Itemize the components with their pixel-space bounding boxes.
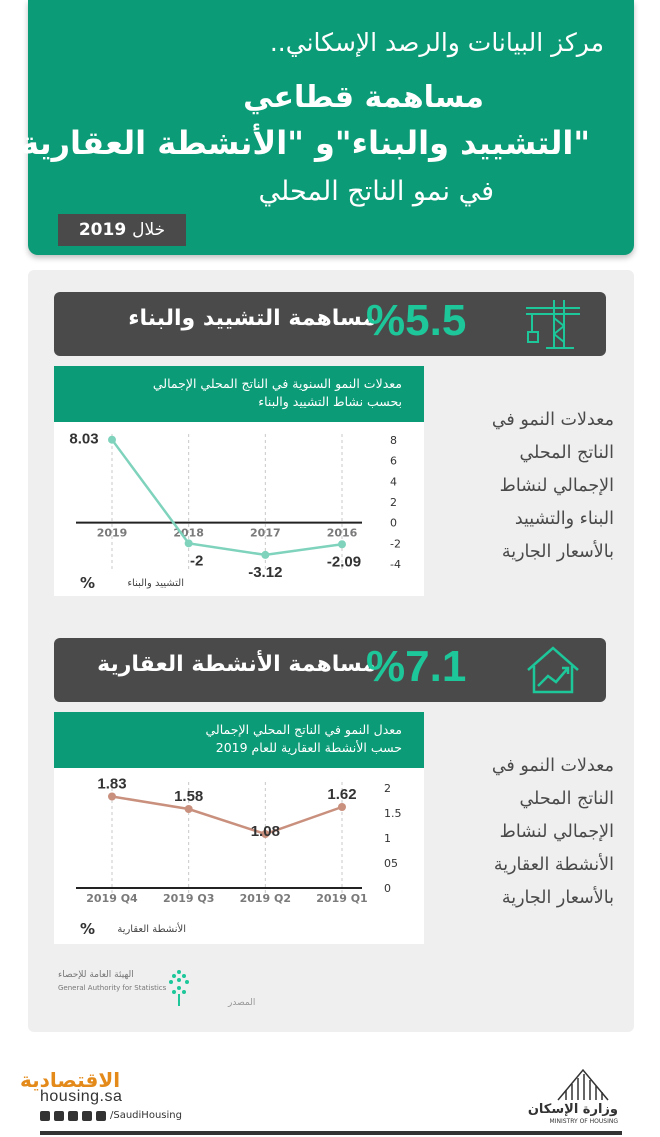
brand-logo: الاقتصادية: [20, 1068, 121, 1092]
construction-chart-card: [54, 366, 424, 596]
house-chart-icon: [524, 644, 582, 696]
x-axis-title: التشييد والبناء: [127, 578, 184, 589]
facebook-icon[interactable]: [68, 1111, 78, 1121]
data-label: 1.58: [174, 788, 204, 805]
construction-banner: [54, 292, 606, 356]
bottom-bar: [40, 1131, 622, 1135]
construction-banner-pct: %5.5: [366, 296, 467, 345]
data-point: [261, 551, 269, 559]
real-estate-desc-line: بالأسعار الجارية: [501, 888, 614, 908]
source-label: المصدر: [228, 998, 256, 1008]
data-label: 1.62: [327, 786, 357, 803]
y-tick-label: -2: [390, 537, 401, 551]
source-org-en: General Authority for Statistics: [58, 984, 167, 992]
real-estate-banner-title: مساهمة الأنشطة العقارية: [97, 652, 376, 677]
y-tick-label: 2: [384, 782, 391, 795]
data-label: 8.03: [69, 430, 99, 448]
data-label: -2: [189, 552, 204, 570]
y-tick-label: 05: [384, 857, 398, 870]
y-tick-label: 2: [390, 496, 397, 509]
x-tick-label: 2019: [96, 526, 128, 540]
construction-desc-line: البناء والتشييد: [514, 509, 614, 529]
y-tick-label: 4: [390, 475, 397, 489]
construction-desc-line: الناتج المحلي: [519, 443, 614, 463]
real-estate-chart-card: [54, 712, 424, 944]
real-estate-growth-chart: [54, 768, 424, 944]
x-tick-label: 2019 Q4: [86, 892, 138, 905]
construction-description: [444, 404, 614, 569]
youtube-icon[interactable]: [82, 1111, 92, 1121]
y-tick-label: 8: [390, 434, 397, 447]
data-label: 1.08: [250, 823, 280, 840]
data-point: [338, 540, 346, 548]
real-estate-chart-title-1: معدل النمو في الناتج المحلي الإجمالي: [205, 722, 402, 737]
real-estate-desc-line: الإجمالي لنشاط: [499, 822, 614, 842]
construction-desc-line: بالأسعار الجارية: [501, 542, 614, 562]
construction-growth-chart: [54, 422, 424, 596]
website-link[interactable]: housing.sa: [40, 1088, 123, 1105]
construction-chart-title-2: بحسب نشاط التشييد والبناء: [258, 394, 402, 409]
y-tick-label: 1: [384, 832, 391, 845]
header-line-1: مركز البيانات والرصد الإسكاني..: [269, 28, 604, 57]
data-label: -3.12: [248, 563, 283, 581]
data-point: [108, 436, 116, 444]
gastat-logo-icon: [166, 968, 192, 1008]
real-estate-desc-line: معدلات النمو في: [491, 756, 614, 776]
header-line-3: "التشييد والبناء"و "الأنشطة العقارية": [3, 124, 590, 162]
social-links: [40, 1110, 182, 1121]
instagram-icon[interactable]: [96, 1111, 106, 1121]
crane-icon: [524, 298, 582, 350]
series-line: [112, 797, 342, 835]
construction-chart-title-1: معدلات النمو السنوية في الناتج المحلي الإجمالي: [152, 376, 402, 391]
snapchat-icon[interactable]: [40, 1111, 50, 1121]
header-line-4: في نمو الناتج المحلي: [258, 176, 494, 207]
data-label: 1.83: [97, 775, 127, 793]
unit-label: %: [80, 574, 96, 592]
header-banner: [3, 0, 634, 255]
data-label: -2.09: [326, 553, 362, 571]
twitter-icon[interactable]: [54, 1111, 64, 1121]
y-tick-label: 0: [384, 882, 391, 895]
real-estate-desc-line: الأنشطة العقارية: [493, 855, 614, 875]
y-tick-label: 0: [390, 516, 397, 530]
y-tick-label: 1.5: [384, 807, 402, 820]
construction-chart-header: [54, 366, 424, 422]
data-point: [185, 805, 193, 813]
construction-desc-line: معدلات النمو في: [491, 410, 614, 430]
real-estate-banner: [54, 638, 606, 702]
source-block: [58, 968, 308, 1018]
construction-desc-line: الإجمالي لنشاط: [499, 476, 614, 496]
unit-label: %: [80, 920, 96, 938]
y-tick-label: -4: [390, 558, 401, 571]
x-tick-label: 2019 Q3: [162, 892, 215, 905]
x-tick-label: 2019 Q2: [239, 892, 292, 905]
construction-banner-title: مساهمة التشييد والبناء: [128, 306, 376, 331]
year-badge: [58, 214, 186, 246]
x-tick-label: 2018: [173, 526, 204, 540]
data-point: [108, 793, 116, 801]
social-handle[interactable]: /SaudiHousing: [110, 1110, 182, 1121]
ministry-name-en: MINISTRY OF HOUSING: [549, 1118, 618, 1125]
real-estate-desc-line: الناتج المحلي: [519, 789, 614, 809]
x-tick-label: 2019 Q1: [316, 892, 368, 905]
series-line: [112, 440, 342, 555]
data-point: [185, 539, 193, 547]
x-axis-title: الأنشطة العقارية: [117, 924, 186, 935]
real-estate-description: [444, 750, 614, 915]
x-tick-label: 2016: [326, 526, 358, 540]
header-line-2: مساهمة قطاعي: [243, 80, 484, 115]
data-point: [338, 803, 346, 811]
real-estate-chart-title-2: حسب الأنشطة العقارية للعام 2019: [215, 740, 402, 755]
real-estate-chart-header: [54, 712, 424, 768]
ministry-name-ar: وزارة الإسكان: [527, 1102, 618, 1117]
source-org-ar: الهيئة العامة للإحصاء: [58, 970, 134, 980]
real-estate-banner-pct: %7.1: [366, 642, 467, 691]
x-tick-label: 2017: [250, 526, 281, 540]
year-badge-year: 2019: [78, 220, 127, 240]
y-tick-label: 6: [390, 454, 397, 468]
year-badge-prefix: خلال: [132, 220, 166, 240]
